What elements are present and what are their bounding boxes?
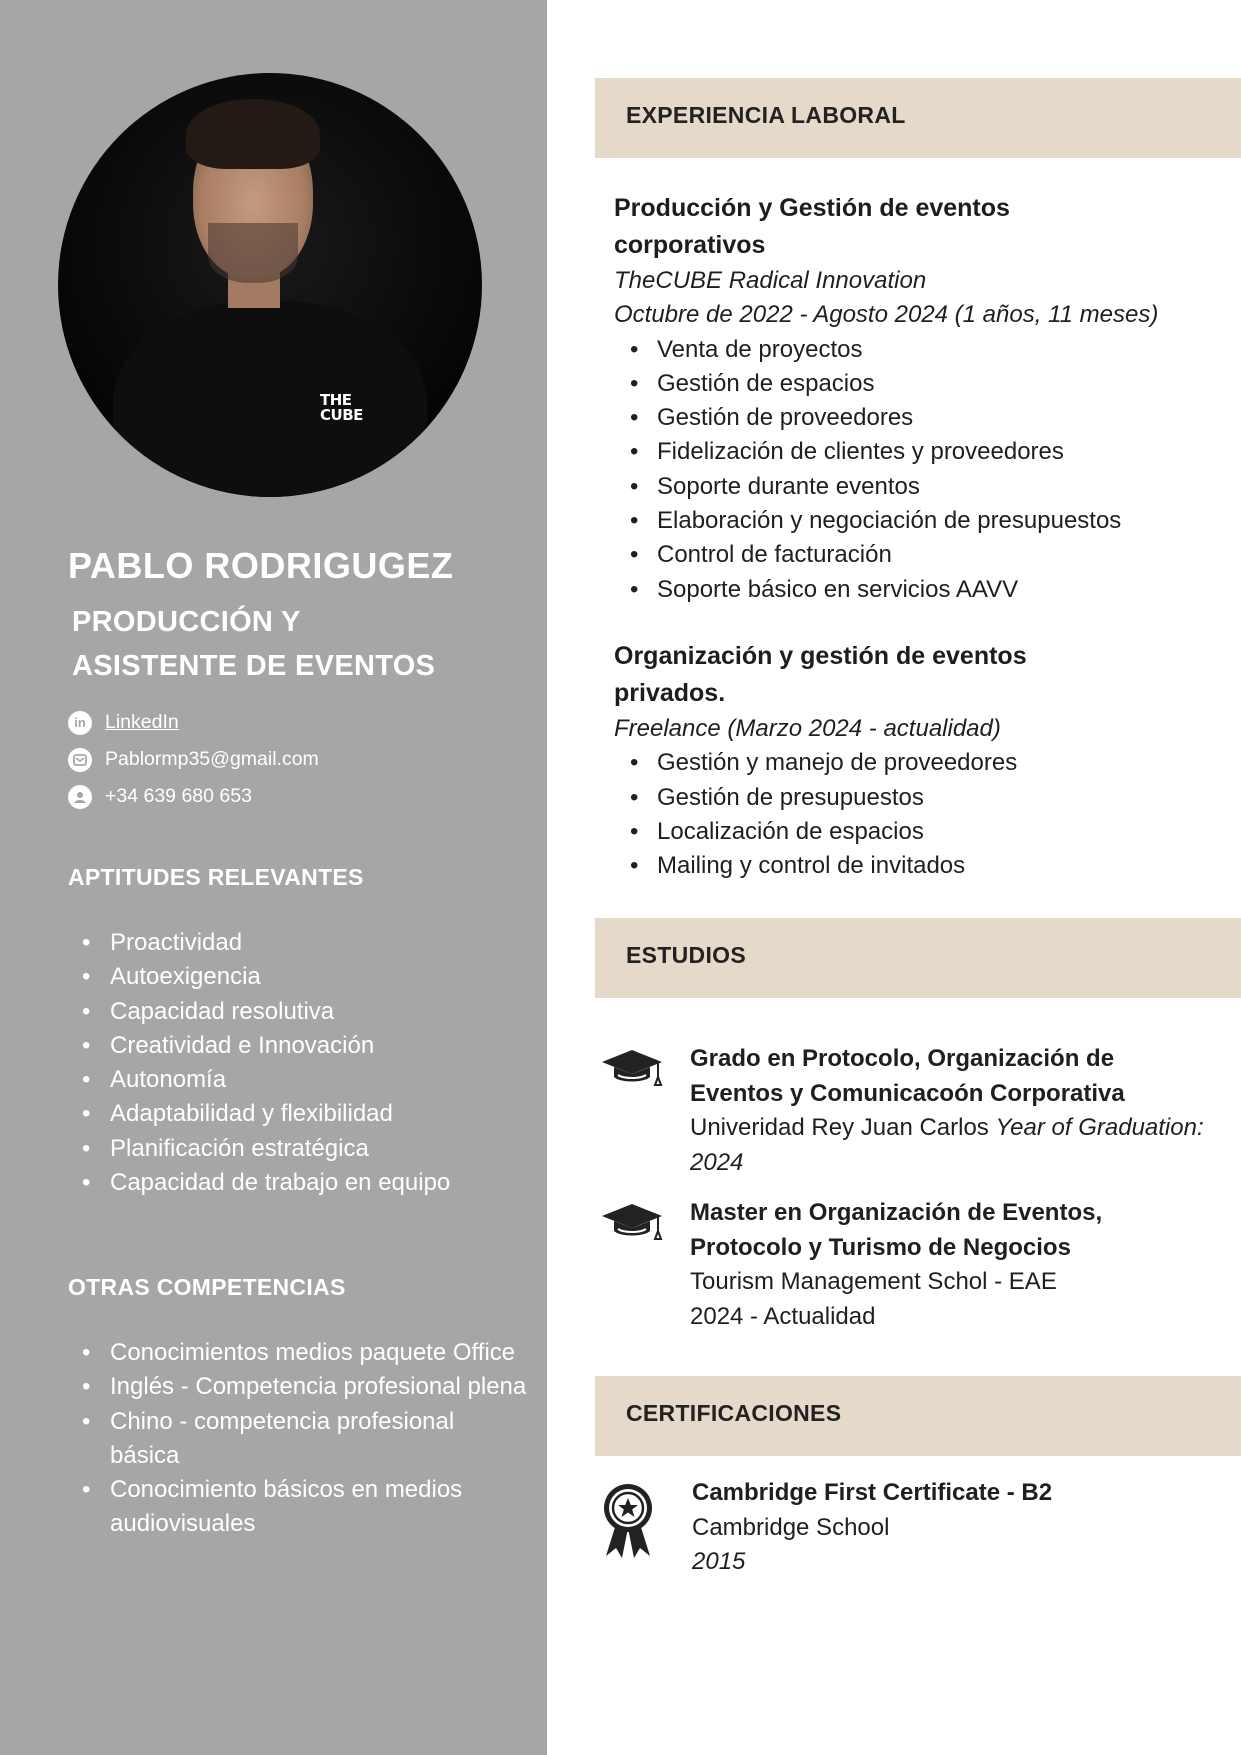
candidate-name: PABLO RODRIGUGEZ xyxy=(68,545,454,586)
phone-text: +34 639 680 653 xyxy=(105,785,252,807)
job-tasks xyxy=(614,746,1214,883)
job-title: Producción y Gestión de eventos corporativos xyxy=(614,194,1010,259)
photo-shirt xyxy=(113,301,427,497)
role-line-2: ASISTENTE DE EVENTOS xyxy=(72,650,436,682)
job-task: • Gestión de proveedores xyxy=(657,401,1214,435)
user-icon xyxy=(68,785,92,809)
linkedin-link[interactable]: LinkedIn xyxy=(105,711,179,733)
job-task: • Gestión y manejo de proveedores xyxy=(657,746,1214,780)
certification-title: Cambridge First Certificate - B2 xyxy=(692,1479,1053,1506)
job-task: • Control de facturación xyxy=(657,538,1214,572)
degree-title: Master en Organización de Eventos, Protocolo y Turismo de Negocios xyxy=(690,1199,1103,1261)
education-entry xyxy=(600,1042,1220,1180)
candidate-role xyxy=(72,600,532,688)
job-task: • Venta de proyectos xyxy=(657,333,1214,367)
certification-school: Cambridge School xyxy=(692,1513,890,1541)
photo-beard xyxy=(208,223,298,283)
certifications-heading: CERTIFICACIONES xyxy=(626,1400,842,1426)
certification-entry xyxy=(600,1476,1220,1580)
job-entry xyxy=(614,190,1214,607)
skill-item: • Adaptabilidad y flexibilidad xyxy=(110,1097,540,1131)
sidebar xyxy=(0,0,547,1755)
education-section-header xyxy=(595,918,1241,998)
contact-linkedin[interactable] xyxy=(68,704,319,741)
skill-item: • Creatividad e Innovación xyxy=(110,1029,540,1063)
graduation-cap-icon xyxy=(600,1196,690,1334)
job-tasks xyxy=(614,333,1214,607)
experience-section-header xyxy=(595,78,1241,158)
linkedin-icon: in xyxy=(68,711,92,735)
skill-item: • Proactividad xyxy=(110,926,540,960)
other-skills-heading: OTRAS COMPETENCIAS xyxy=(68,1274,346,1300)
degree-date: Year of Graduation: 2024 xyxy=(690,1114,1204,1176)
graduation-cap-icon xyxy=(600,1042,690,1180)
skill-item: • Capacidad resolutiva xyxy=(110,995,540,1029)
job-task: • Elaboración y negociación de presupuestos xyxy=(657,504,1214,538)
skill-item: • Capacidad de trabajo en equipo xyxy=(110,1166,540,1200)
other-skill-item: • Conocimiento básicos en medios audiovisuales xyxy=(110,1473,530,1542)
other-skills-list xyxy=(68,1336,530,1542)
contact-list xyxy=(68,704,319,815)
other-skill-item: • Conocimientos medios paquete Office xyxy=(110,1336,530,1370)
education-details xyxy=(690,1196,1160,1334)
certification-date: 2015 xyxy=(692,1548,746,1575)
job-task: • Soporte durante eventos xyxy=(657,470,1214,504)
job-task: • Gestión de presupuestos xyxy=(657,781,1214,815)
education-details xyxy=(690,1042,1220,1180)
degree-school: Univeridad Rey Juan Carlos xyxy=(690,1114,989,1141)
job-title: Organización y gestión de eventos privados. xyxy=(614,642,1027,707)
other-skill-item: • Inglés - Competencia profesional plena xyxy=(110,1370,530,1404)
award-ribbon-icon xyxy=(600,1476,692,1580)
education-heading: ESTUDIOS xyxy=(626,942,746,968)
certification-details xyxy=(692,1476,1052,1580)
skill-item: • Autonomía xyxy=(110,1063,540,1097)
certifications-section-header xyxy=(595,1376,1241,1456)
degree-date: 2024 - Actualidad xyxy=(690,1302,876,1330)
shirt-logo: THE CUBE xyxy=(320,391,363,424)
photo-hair xyxy=(186,99,320,169)
skill-item: • Planificación estratégica xyxy=(110,1132,540,1166)
role-line-1: PRODUCCIÓN Y xyxy=(72,606,301,638)
job-task: • Soporte básico en servicios AAVV xyxy=(657,573,1214,607)
job-task: • Gestión de espacios xyxy=(657,367,1214,401)
skill-item: • Autoexigencia xyxy=(110,960,540,994)
job-task: • Fidelización de clientes y proveedores xyxy=(657,435,1214,469)
contact-phone xyxy=(68,778,319,815)
degree-school: Tourism Management Schol - EAE xyxy=(690,1268,1057,1295)
experience-heading: EXPERIENCIA LABORAL xyxy=(626,102,906,128)
job-company: TheCUBE Radical Innovation xyxy=(614,267,927,294)
job-task: • Mailing y control de invitados xyxy=(657,849,1214,883)
job-period: Freelance (Marzo 2024 - actualidad) xyxy=(614,715,1001,742)
email-text: Pablormp35@gmail.com xyxy=(105,748,319,770)
other-skill-item: • Chino - competencia profesional básica xyxy=(110,1405,530,1474)
job-task: • Localización de espacios xyxy=(657,815,1214,849)
skills-heading: APTITUDES RELEVANTES xyxy=(68,864,364,890)
job-entry xyxy=(614,638,1214,883)
education-entry xyxy=(600,1196,1220,1334)
degree-title: Grado en Protocolo, Organización de Eventos y Comunicacoón Corporativa xyxy=(690,1045,1125,1107)
profile-photo xyxy=(58,73,482,497)
job-period: Octubre de 2022 - Agosto 2024 (1 años, 11 meses) xyxy=(614,301,1159,329)
degree-meta xyxy=(690,1111,1220,1180)
contact-email xyxy=(68,741,319,778)
skills-list xyxy=(68,926,540,1200)
mail-icon xyxy=(68,748,92,772)
